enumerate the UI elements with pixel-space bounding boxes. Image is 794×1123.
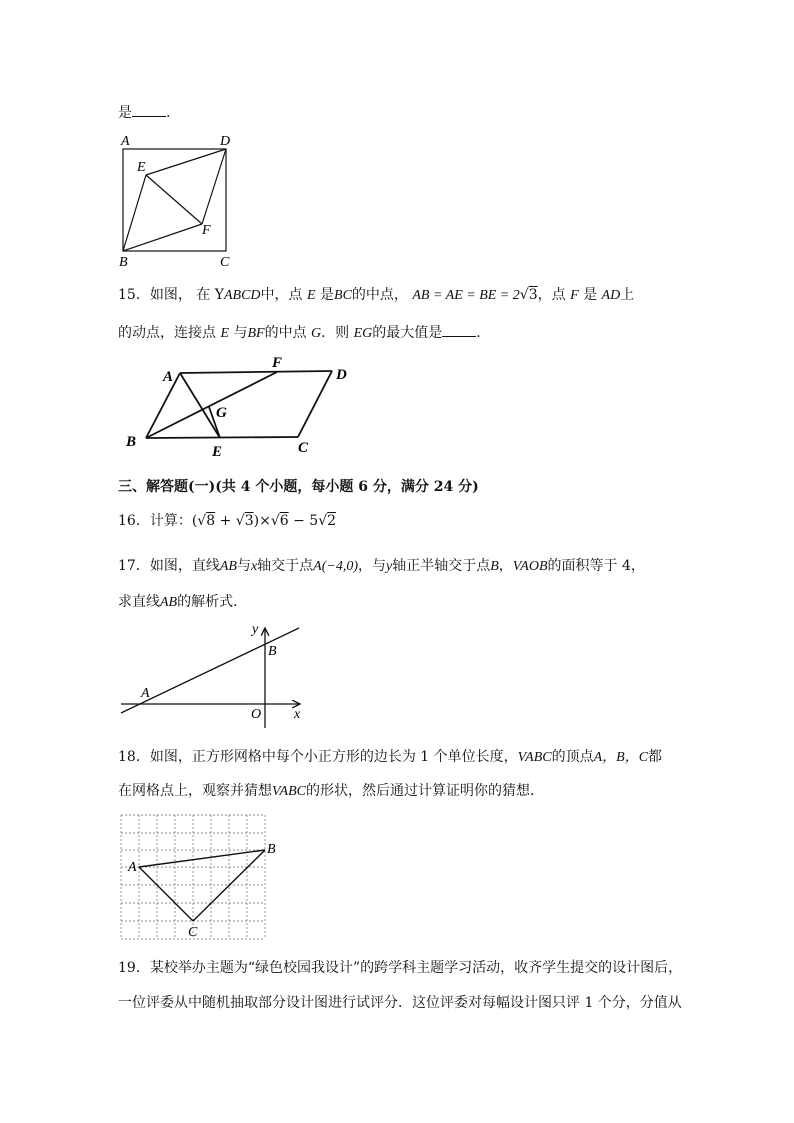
q18-line1: [118, 747, 662, 768]
text: 的中点: [264, 325, 307, 341]
label-F: F: [272, 355, 283, 371]
text: 轴正半轴交于点: [392, 558, 491, 574]
math: BF: [247, 326, 265, 341]
label-G: G: [216, 405, 227, 421]
label-E: E: [137, 160, 146, 175]
math: A，B，C: [593, 750, 649, 765]
label-B: B: [268, 644, 277, 659]
math: x: [250, 559, 258, 574]
text: 的中点，: [351, 287, 408, 303]
text: .: [476, 325, 481, 341]
text: 的顶点: [551, 749, 594, 765]
label-A: A: [128, 860, 137, 875]
math: E: [220, 326, 230, 341]
text: 轴交于点: [257, 558, 314, 574]
math: A(−4,0): [313, 559, 358, 574]
answer-blank: [132, 102, 166, 117]
text: 在网格点上，观察并猜想: [118, 783, 272, 799]
text: 中，点: [260, 287, 303, 303]
math: G: [311, 326, 322, 341]
math: EG: [353, 326, 373, 341]
text: 16．计算：: [118, 513, 192, 529]
math: ABCD: [223, 288, 261, 303]
text: 2: [327, 513, 337, 529]
label-B: B: [119, 255, 128, 270]
text: 8: [206, 513, 216, 529]
parallelogram-symbol: Y: [214, 287, 224, 303]
text: 的面积等于 4，: [547, 558, 645, 574]
math: BC: [334, 288, 352, 303]
text: 求直线: [118, 594, 160, 610]
q18-line2: [118, 781, 544, 802]
q14-tail-end: .: [166, 105, 171, 121]
text: 6: [279, 513, 289, 529]
math: VAOB: [512, 559, 548, 574]
answer-blank: [442, 322, 476, 337]
figure-grid-triangle: [112, 810, 282, 945]
q15-line2: [118, 322, 481, 344]
math: F: [570, 288, 579, 303]
math: E: [307, 288, 316, 303]
q19-line1: 19．某校举办主题为“绿色校园我设计”的跨学科主题学习活动，收齐学生提交的设计图后，: [118, 960, 683, 976]
label-A: A: [163, 369, 174, 385]
label-D: D: [220, 134, 231, 149]
text: 3: [244, 513, 254, 529]
section-heading: 三、解答题(一)(共 4 个小题，每小题 6 分，满分 24 分): [118, 479, 479, 495]
label-B: B: [267, 842, 276, 857]
q16: 16．计算：(√8 + √3)×√6 − 5√2: [118, 513, 337, 529]
math: y: [385, 559, 393, 574]
label-x: x: [294, 707, 301, 722]
text: 在: [196, 287, 211, 303]
figure-parallelogram: [120, 355, 370, 460]
text: 与: [236, 558, 251, 574]
math: VABC: [517, 750, 552, 765]
label-B: B: [126, 434, 137, 450]
text: 18．如图，正方形网格中每个小正方形的边长为 1 个单位长度，: [118, 749, 518, 765]
text: )×: [253, 513, 271, 529]
text: 的最大值是: [372, 325, 443, 341]
text: 是: [320, 287, 335, 303]
math: 3: [528, 287, 538, 303]
text: 17．如图，直线: [118, 558, 220, 574]
q15-line1: 15．如图， 在 YABCD中，点 E 是BC的中点， AB = AE = BE = 2√3，点 F 是 AD上: [118, 287, 635, 303]
math: AB: [219, 559, 237, 574]
label-F: F: [202, 223, 211, 238]
text: (: [191, 513, 198, 529]
math: VABC: [272, 784, 306, 799]
text: 的形状，然后通过计算证明你的猜想．: [305, 783, 544, 799]
math: AB: [160, 595, 178, 610]
text: 上: [620, 287, 635, 303]
label-C: C: [220, 255, 230, 270]
math: B: [490, 559, 499, 574]
text: +: [215, 513, 236, 529]
q15-number: 15．如图，: [118, 287, 192, 303]
text: ，: [498, 558, 513, 574]
q17-line2: [118, 592, 247, 613]
text: 与: [233, 325, 248, 341]
text: ，与: [357, 558, 386, 574]
text: 的动点，连接点: [118, 325, 216, 341]
math: AB = AE = BE = 2: [412, 288, 520, 303]
label-A: A: [121, 134, 130, 149]
q19-line2: 一位评委从中随机抽取部分设计图进行试评分．这位评委对每幅设计图只评 1 个分，分值从: [118, 995, 682, 1011]
label-D: D: [336, 367, 347, 383]
figure-square-abcd: [112, 130, 242, 270]
label-A: A: [141, 686, 150, 701]
label-O: O: [251, 707, 262, 722]
q17-line1: [118, 556, 645, 577]
label-C: C: [188, 925, 198, 940]
text: 的解析式．: [177, 594, 248, 610]
q14-tail-text: 是: [118, 105, 132, 121]
text: 都: [648, 749, 663, 765]
label-E: E: [212, 444, 223, 460]
label-y: y: [252, 622, 259, 637]
text: 是: [583, 287, 598, 303]
math: AD: [601, 288, 621, 303]
q14-tail: [118, 102, 170, 123]
text: ．则: [321, 325, 350, 341]
label-C: C: [298, 440, 309, 456]
text: − 5: [288, 513, 319, 529]
text: ，点: [537, 287, 566, 303]
figure-coordinate-axes: [115, 620, 315, 735]
